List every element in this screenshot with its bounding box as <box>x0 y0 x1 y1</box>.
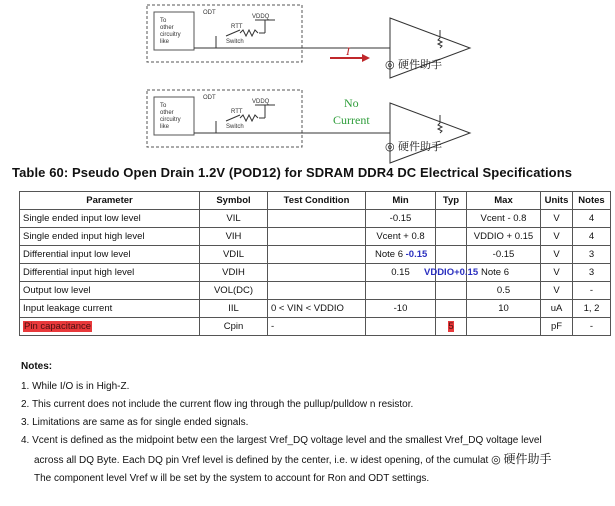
bottom-circuitry-text-1: To <box>160 103 167 109</box>
top-odt-label: ODT <box>203 10 216 16</box>
watermark-icon: ◎ <box>491 454 501 466</box>
header-test-condition: Test Condition <box>268 192 366 210</box>
cell-typ <box>424 264 479 282</box>
notes-heading: Notes: <box>21 361 53 372</box>
note-1: 1. While I/O is in High-Z. <box>21 381 130 392</box>
note-2: 2. This current does not include the current flow ing through the pullup/pulldow n resistor. <box>21 399 414 410</box>
cell-symbol: VDIL <box>200 246 268 264</box>
top-rtt-label: RTT <box>231 24 243 30</box>
bottom-circuitry-text-4: like <box>160 124 170 130</box>
cell-max <box>467 318 541 336</box>
header-typ: Typ <box>436 192 467 210</box>
cell-min <box>366 282 436 300</box>
table-row <box>20 318 611 336</box>
table-row <box>20 282 611 300</box>
cell-symbol: IIL <box>200 300 268 318</box>
cell-max: -0.15 <box>467 246 541 264</box>
bottom-circuit <box>147 90 470 163</box>
cell-typ <box>436 228 467 246</box>
cell-parameter: Differential input high level <box>20 264 200 282</box>
watermark-bottom: ◎ <box>385 140 395 153</box>
bottom-odt-label: ODT <box>203 95 216 101</box>
cell-test: 0 < VIN < VDDIO <box>268 300 366 318</box>
top-circuitry-text-3: circuitry <box>160 32 181 38</box>
table-row <box>20 264 611 282</box>
cell-units: V <box>541 228 573 246</box>
cell-notes: 4 <box>573 228 611 246</box>
header-units: Units <box>541 192 573 210</box>
note-4c: The component level Vref w ill be set by the system to account for Ron and ODT settings. <box>34 473 430 484</box>
cell-units: V <box>541 246 573 264</box>
cell-test <box>268 264 366 282</box>
note-4b <box>21 450 552 470</box>
cell-parameter: Differential input low level <box>20 246 200 264</box>
cell-test: - <box>268 318 366 336</box>
odt-circuit-diagrams <box>0 0 615 170</box>
top-circuit <box>147 5 470 78</box>
cell-units: pF <box>541 318 573 336</box>
cell-units: V <box>541 264 573 282</box>
table-row <box>20 228 611 246</box>
top-circuitry-text-4: like <box>160 39 170 45</box>
cell-max: Note 6 <box>467 264 541 282</box>
cell-test <box>268 228 366 246</box>
header-min: Min <box>366 192 436 210</box>
cell-symbol: VOL(DC) <box>200 282 268 300</box>
watermark-text-notes: 硬件助手 <box>503 452 552 466</box>
top-circuitry-text-1: To <box>160 18 167 24</box>
cell-notes: - <box>573 318 611 336</box>
cell-typ <box>436 246 467 264</box>
table-title: Table 60: Pseudo Open Drain 1.2V (POD12) for SDRAM DDR4 DC Electrical Specifications <box>12 165 573 180</box>
cell-units: V <box>541 210 573 228</box>
cell-min: 0.15 <box>366 264 436 282</box>
cell-notes: 4 <box>573 210 611 228</box>
cell-test <box>268 210 366 228</box>
note-4a: 4. Vcent is defined as the midpoint betw een the largest Vref_DQ voltage level and the smallest Vref_DQ voltage level <box>21 435 542 446</box>
cell-typ <box>436 210 467 228</box>
table-row <box>20 300 611 318</box>
spec-table <box>19 191 611 336</box>
table-row <box>20 246 611 264</box>
cell-units: V <box>541 282 573 300</box>
cell-notes: 1, 2 <box>573 300 611 318</box>
note-4b-text: across all DQ Byte. Each DQ pin Vref level is defined by the center, i.e. w idest opening, of the cumulat <box>34 455 489 466</box>
cell-typ-overlay: VDDIO+0.15 <box>424 267 479 278</box>
cell-min-overlay: -0.15 <box>405 249 428 260</box>
current-arrow-icon <box>362 54 370 62</box>
cell-min <box>366 318 436 336</box>
cell-max: VDDIO + 0.15 <box>467 228 541 246</box>
watermark-text-top: 硬件助手 <box>398 58 442 71</box>
cell-typ <box>436 300 467 318</box>
cell-symbol: VIH <box>200 228 268 246</box>
table-row <box>20 210 611 228</box>
cell-min <box>366 246 436 264</box>
header-parameter: Parameter <box>20 192 200 210</box>
pin-capacitance-highlight: Pin capacitance <box>24 321 92 332</box>
cell-symbol: VDIH <box>200 264 268 282</box>
cell-typ <box>436 318 467 336</box>
note-3: 3. Limitations are same as for single ended signals. <box>21 417 249 428</box>
bottom-circuitry-text-3: circuitry <box>160 117 181 123</box>
cell-typ <box>436 282 467 300</box>
header-symbol: Symbol <box>200 192 268 210</box>
bottom-switch-label: Switch <box>226 124 244 130</box>
cell-symbol: Cpin <box>200 318 268 336</box>
header-max: Max <box>467 192 541 210</box>
cell-parameter <box>20 318 200 336</box>
top-switch-label: Switch <box>226 39 244 45</box>
cell-notes: 3 <box>573 264 611 282</box>
top-circuitry-text-2: other <box>160 25 174 31</box>
cell-min: -0.15 <box>366 210 436 228</box>
cell-units: uA <box>541 300 573 318</box>
watermark-text-bottom: 硬件助手 <box>398 140 442 153</box>
watermark-top: ◎ <box>385 58 395 71</box>
cell-min: Vcent + 0.8 <box>366 228 436 246</box>
cell-min: -10 <box>366 300 436 318</box>
bottom-rtt-label: RTT <box>231 109 243 115</box>
cell-min-text: Note 6 <box>375 249 403 260</box>
cell-parameter: Single ended input low level <box>20 210 200 228</box>
cell-notes: - <box>573 282 611 300</box>
bottom-buffer-icon <box>390 103 470 163</box>
cell-max: 0.5 <box>467 282 541 300</box>
no-current-label-2: Current <box>333 113 370 127</box>
current-label: I <box>346 44 350 58</box>
cell-parameter: Single ended input high level <box>20 228 200 246</box>
bottom-circuitry-text-2: other <box>160 110 174 116</box>
cell-parameter: Output low level <box>20 282 200 300</box>
header-notes: Notes <box>573 192 611 210</box>
cell-test <box>268 282 366 300</box>
cell-max: 10 <box>467 300 541 318</box>
cell-notes: 3 <box>573 246 611 264</box>
top-vddq-label: VDDQ <box>252 14 270 20</box>
notes-section <box>21 358 552 488</box>
cell-max: Vcent - 0.8 <box>467 210 541 228</box>
cell-parameter: Input leakage current <box>20 300 200 318</box>
table-header-row <box>20 192 611 210</box>
no-current-label-1: No <box>344 96 359 110</box>
cell-test <box>268 246 366 264</box>
cell-symbol: VIL <box>200 210 268 228</box>
typ-highlight: 5 <box>448 321 454 332</box>
bottom-vddq-label: VDDQ <box>252 99 270 105</box>
